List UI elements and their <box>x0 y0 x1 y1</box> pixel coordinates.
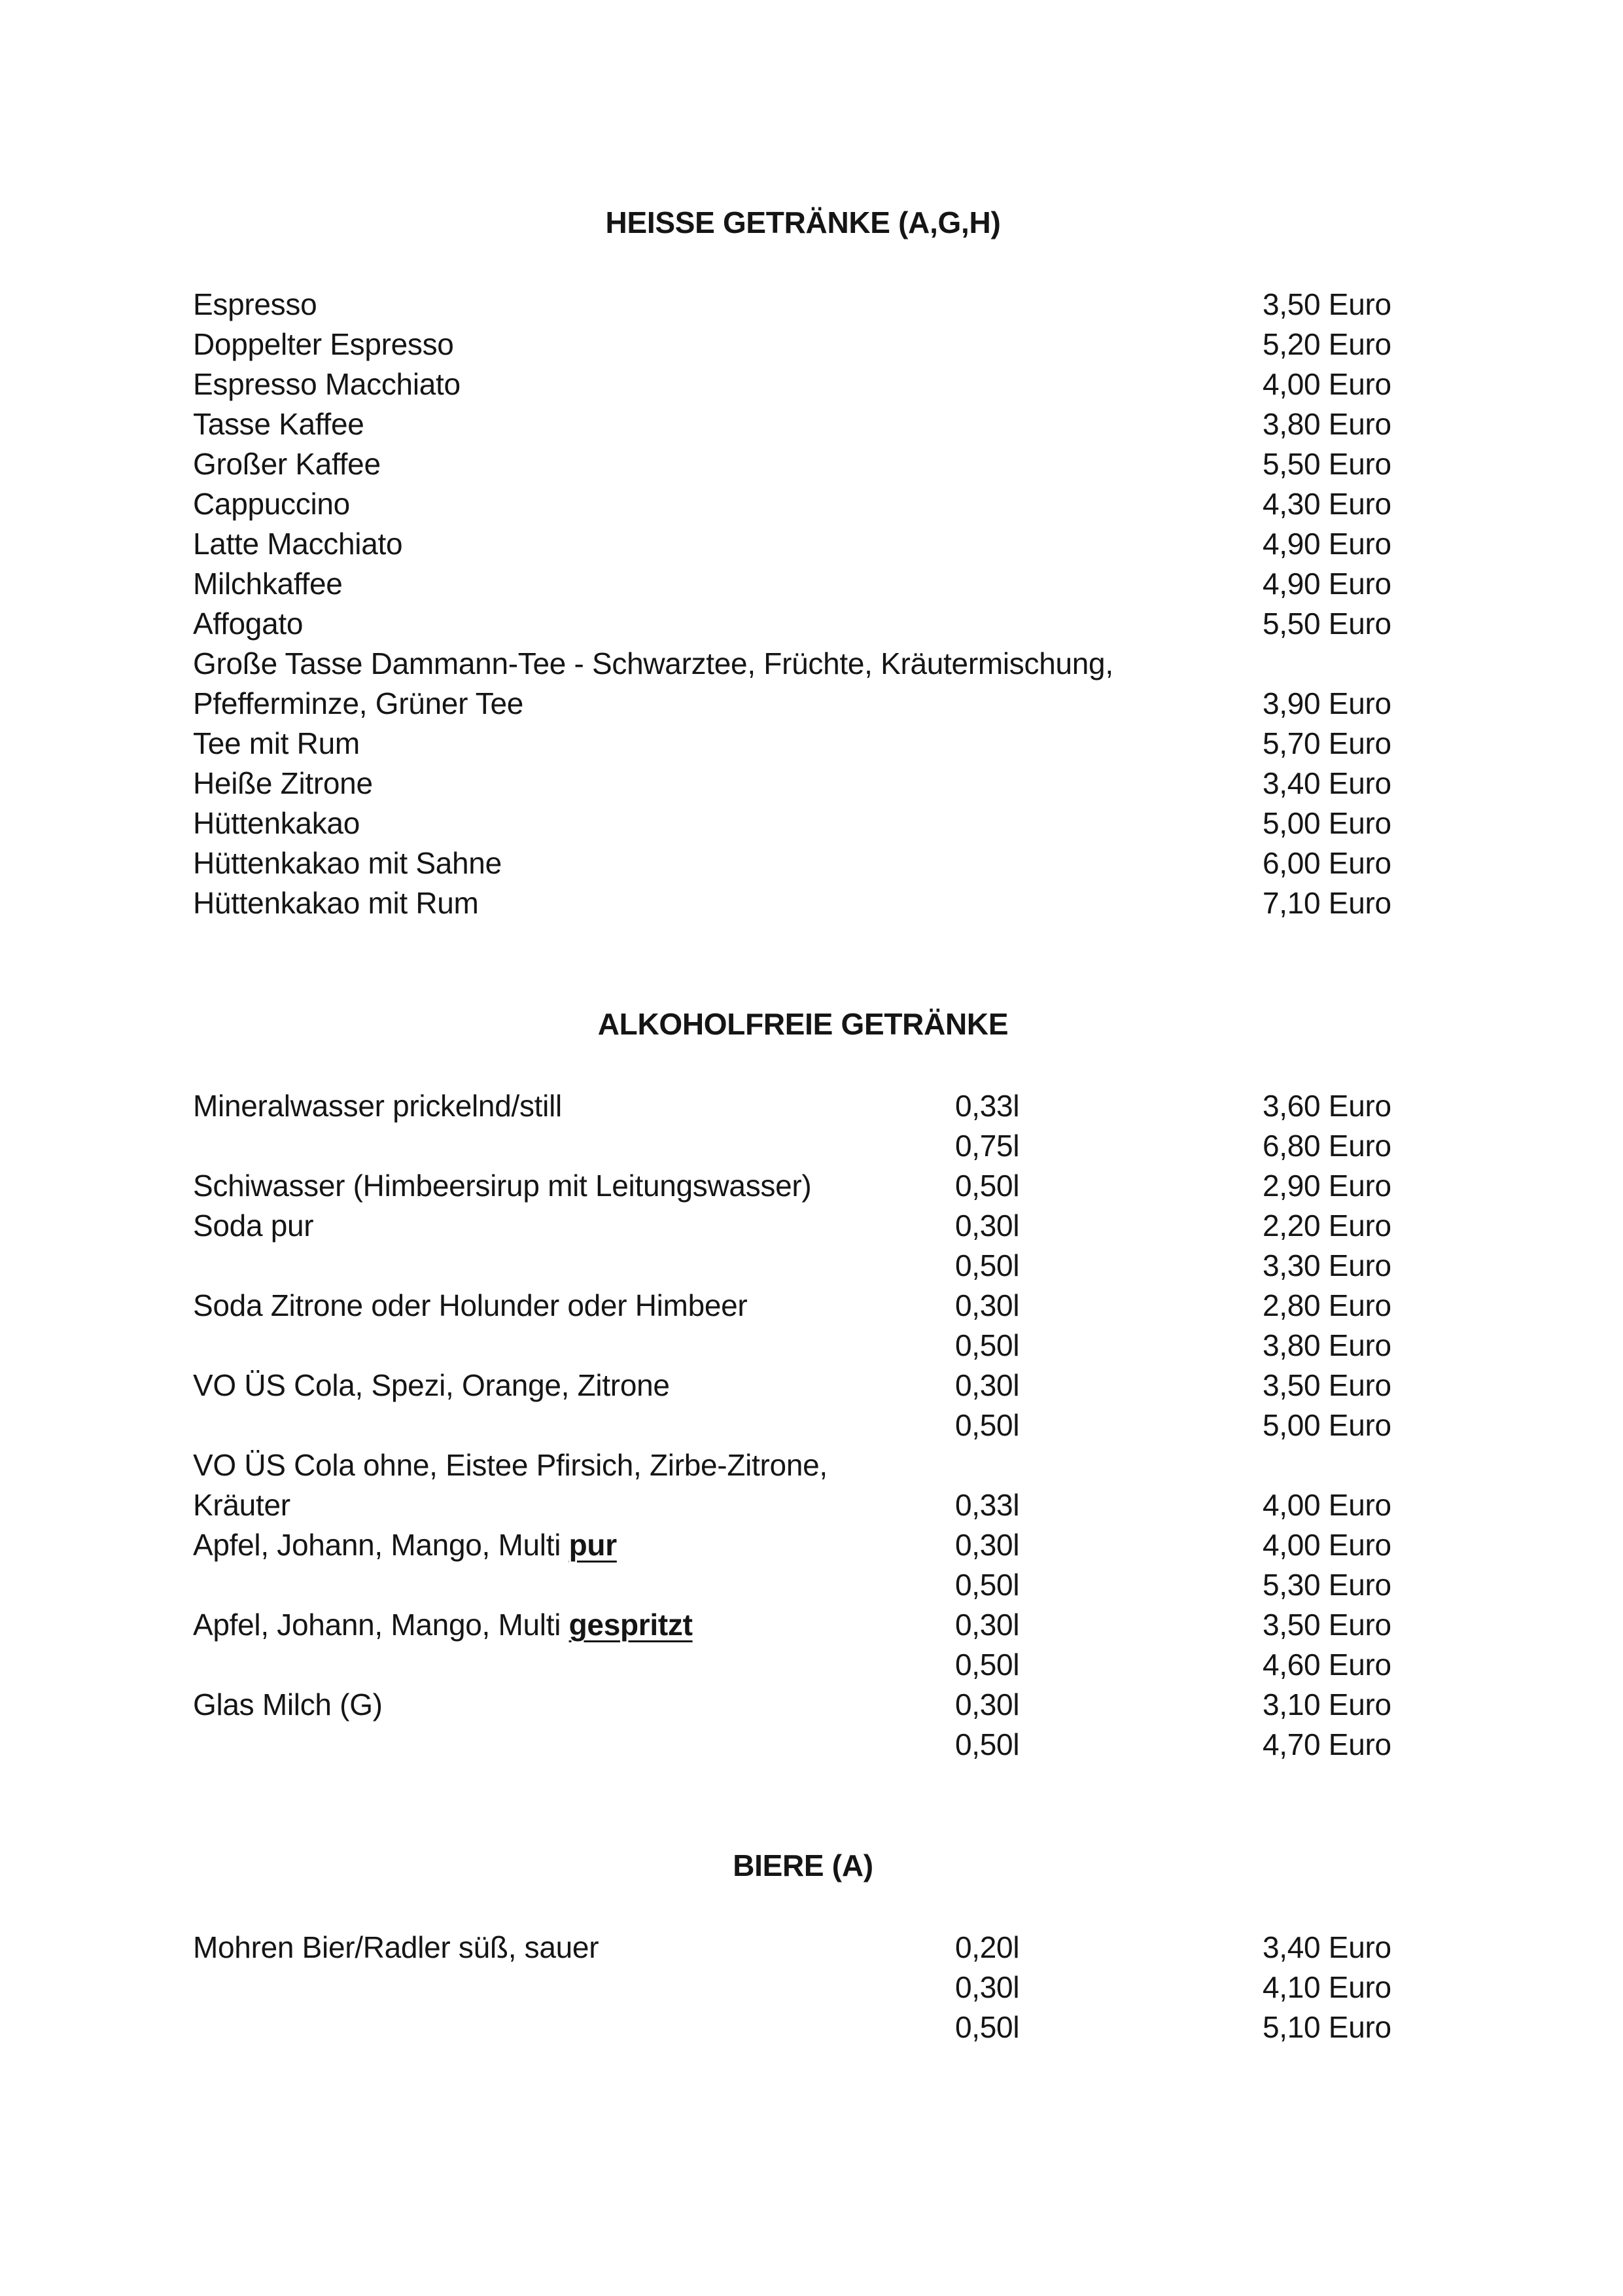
item-name-text: VO ÜS Cola ohne, Eistee Pfirsich, Zirbe-Zitrone, <box>193 1448 828 1482</box>
menu-row <box>193 364 1413 404</box>
item-name-text: Schiwasser (Himbeersirup mit Leitungswasser) <box>193 1169 812 1203</box>
menu-row <box>193 1366 1413 1405</box>
menu-row <box>193 1286 1413 1326</box>
item-name <box>193 1166 955 1206</box>
item-price: 3,60 Euro <box>1263 1089 1391 1123</box>
menu-row <box>193 1166 1413 1206</box>
item-price: 4,90 Euro <box>1263 567 1391 601</box>
menu-row <box>193 1246 1413 1286</box>
item-price: 5,20 Euro <box>1263 327 1391 361</box>
menu-row <box>193 564 1413 604</box>
item-name <box>193 484 955 524</box>
item-name-text: Apfel, Johann, Mango, Multi <box>193 1528 569 1562</box>
item-price: 4,00 Euro <box>1263 367 1391 401</box>
item-name <box>193 1326 955 1366</box>
item-price: 5,30 Euro <box>1263 1568 1391 1602</box>
item-size: 0,50l <box>955 2010 1020 2044</box>
item-name <box>193 2007 955 2047</box>
item-name <box>193 883 955 923</box>
item-size: 0,50l <box>955 1408 1020 1442</box>
item-size: 0,50l <box>955 1727 1020 1761</box>
item-size <box>955 564 1263 604</box>
item-name <box>193 1246 955 1286</box>
menu-row <box>193 1968 1413 2007</box>
item-size: 0,50l <box>955 1248 1020 1282</box>
item-name <box>193 724 955 764</box>
item-price: 3,50 Euro <box>1263 1368 1391 1402</box>
item-price: 3,50 Euro <box>1263 287 1391 321</box>
item-size: 0,30l <box>955 1608 1020 1642</box>
menu-row <box>193 1605 1413 1645</box>
menu-sections <box>193 203 1413 2047</box>
item-name-text: Kräuter <box>193 1488 290 1522</box>
item-size: 0,33l <box>955 1488 1020 1522</box>
menu-row <box>193 1645 1413 1685</box>
item-name-text: Tasse Kaffee <box>193 407 364 441</box>
item-name <box>193 1126 955 1166</box>
menu-row <box>193 285 1413 325</box>
item-price: 3,40 Euro <box>1263 766 1391 800</box>
item-size <box>955 325 1263 364</box>
section-title: BIERE (A) <box>733 1848 873 1882</box>
item-price: 4,00 Euro <box>1263 1488 1391 1522</box>
item-name <box>193 1928 955 1968</box>
item-price: 2,90 Euro <box>1263 1169 1391 1203</box>
item-name <box>193 764 955 804</box>
item-size <box>955 604 1263 644</box>
item-price: 4,10 Euro <box>1263 1970 1391 2004</box>
item-size: 0,30l <box>955 1368 1020 1402</box>
menu-row <box>193 724 1413 764</box>
item-name-text: Latte Macchiato <box>193 527 403 561</box>
item-price: 4,00 Euro <box>1263 1528 1391 1562</box>
menu-row <box>193 524 1413 564</box>
item-name <box>193 1206 955 1246</box>
item-name <box>193 404 955 444</box>
item-price: 6,80 Euro <box>1263 1129 1391 1163</box>
item-price: 3,30 Euro <box>1263 1248 1391 1282</box>
section-title: ALKOHOLFREIE GETRÄNKE <box>597 1007 1009 1041</box>
item-name <box>193 1645 955 1685</box>
item-price: 3,90 Euro <box>1263 686 1391 720</box>
item-name-text: Espresso Macchiato <box>193 367 461 401</box>
item-price: 4,70 Euro <box>1263 1727 1391 1761</box>
item-size <box>955 843 1263 883</box>
item-price: 5,70 Euro <box>1263 726 1391 760</box>
menu-row <box>193 1928 1413 1968</box>
item-name <box>193 1445 955 1485</box>
item-size: 0,30l <box>955 1288 1020 1322</box>
menu-row <box>193 843 1413 883</box>
item-name-text: Cappuccino <box>193 487 350 521</box>
item-price: 4,30 Euro <box>1263 487 1391 521</box>
item-size <box>955 285 1263 325</box>
item-name-emphasis: gespritzt <box>568 1608 693 1642</box>
item-size: 0,30l <box>955 1209 1020 1243</box>
item-price: 4,60 Euro <box>1263 1648 1391 1682</box>
item-size: 0,33l <box>955 1089 1020 1123</box>
item-price <box>1263 1445 1413 1485</box>
item-size <box>1113 644 1421 684</box>
item-price: 3,80 Euro <box>1263 407 1391 441</box>
menu-row <box>193 484 1413 524</box>
section-title: HEISSE GETRÄNKE (A,G,H) <box>605 205 1001 239</box>
item-price: 5,50 Euro <box>1263 607 1391 641</box>
menu-row <box>193 404 1413 444</box>
item-name <box>193 644 1113 684</box>
item-name <box>193 604 955 644</box>
item-size: 0,30l <box>955 1528 1020 1562</box>
item-name-text: Tee mit Rum <box>193 726 360 760</box>
item-price: 3,40 Euro <box>1263 1930 1391 1964</box>
item-name-text: Doppelter Espresso <box>193 327 454 361</box>
menu-row <box>193 764 1413 804</box>
item-name-text: Heiße Zitrone <box>193 766 373 800</box>
item-price: 2,20 Euro <box>1263 1209 1391 1243</box>
menu-row <box>193 1206 1413 1246</box>
menu-section <box>193 1846 1413 2047</box>
item-name-text: Hüttenkakao mit Rum <box>193 886 479 920</box>
item-name <box>193 1086 955 1126</box>
item-size: 0,30l <box>955 1687 1020 1722</box>
item-price: 7,10 Euro <box>1263 886 1391 920</box>
item-size <box>955 364 1263 404</box>
item-size <box>955 724 1263 764</box>
item-name-text: Hüttenkakao <box>193 806 360 840</box>
item-name-text: Glas Milch (G) <box>193 1687 383 1722</box>
item-name <box>193 444 955 484</box>
item-size <box>955 484 1263 524</box>
item-name <box>193 285 955 325</box>
item-price: 4,90 Euro <box>1263 527 1391 561</box>
item-name-text: VO ÜS Cola, Spezi, Orange, Zitrone <box>193 1368 670 1402</box>
item-size: 0,50l <box>955 1568 1020 1602</box>
item-size: 0,50l <box>955 1648 1020 1682</box>
item-name <box>193 1485 955 1525</box>
item-name <box>193 524 955 564</box>
menu-row <box>193 2007 1413 2047</box>
item-size <box>955 1445 1263 1485</box>
item-size: 0,20l <box>955 1930 1020 1964</box>
item-price: 6,00 Euro <box>1263 846 1391 880</box>
menu-row <box>193 684 1413 724</box>
item-size: 0,50l <box>955 1169 1020 1203</box>
item-name <box>193 1405 955 1445</box>
item-name-text: Espresso <box>193 287 317 321</box>
menu-row <box>193 1445 1413 1485</box>
item-name <box>193 804 955 843</box>
item-name <box>193 364 955 404</box>
item-name-text: Mohren Bier/Radler süß, sauer <box>193 1930 599 1964</box>
item-name <box>193 325 955 364</box>
item-name <box>193 1685 955 1725</box>
item-name-text: Soda pur <box>193 1209 314 1243</box>
menu-row <box>193 604 1413 644</box>
menu-row <box>193 804 1413 843</box>
item-name-text: Soda Zitrone oder Holunder oder Himbeer <box>193 1288 748 1322</box>
item-size <box>955 684 1263 724</box>
menu-row <box>193 1485 1413 1525</box>
menu-row <box>193 1725 1413 1765</box>
item-size: 0,50l <box>955 1328 1020 1362</box>
item-price: 3,10 Euro <box>1263 1687 1391 1722</box>
item-size <box>955 764 1263 804</box>
item-name <box>193 1565 955 1605</box>
menu-row <box>193 1685 1413 1725</box>
menu-row <box>193 644 1413 684</box>
item-size <box>955 524 1263 564</box>
item-size: 0,30l <box>955 1970 1020 2004</box>
item-name <box>193 1605 955 1645</box>
item-name-text: Apfel, Johann, Mango, Multi <box>193 1608 569 1642</box>
menu-row <box>193 325 1413 364</box>
menu-row <box>193 1126 1413 1166</box>
item-name-text: Milchkaffee <box>193 567 343 601</box>
item-name-emphasis: pur <box>568 1528 617 1562</box>
item-price: 5,50 Euro <box>1263 447 1391 481</box>
item-size <box>955 404 1263 444</box>
menu-row <box>193 1086 1413 1126</box>
menu-row <box>193 1565 1413 1605</box>
item-name-text: Pfefferminze, Grüner Tee <box>193 686 524 720</box>
item-name <box>193 1366 955 1405</box>
item-name-text: Große Tasse Dammann-Tee - Schwarztee, Früchte, Kräutermischung, <box>193 646 1113 680</box>
menu-row <box>193 1326 1413 1366</box>
item-name-text: Affogato <box>193 607 304 641</box>
menu-row <box>193 883 1413 923</box>
item-name <box>193 1725 955 1765</box>
item-size <box>955 804 1263 843</box>
item-price: 3,50 Euro <box>1263 1608 1391 1642</box>
item-size <box>955 444 1263 484</box>
item-name <box>193 1968 955 2007</box>
item-size <box>955 883 1263 923</box>
item-price: 5,00 Euro <box>1263 806 1391 840</box>
item-name <box>193 564 955 604</box>
menu-row <box>193 444 1413 484</box>
item-price: 5,10 Euro <box>1263 2010 1391 2044</box>
item-name <box>193 843 955 883</box>
item-name-text: Hüttenkakao mit Sahne <box>193 846 502 880</box>
item-name <box>193 1286 955 1326</box>
item-name-text: Mineralwasser prickelnd/still <box>193 1089 562 1123</box>
item-price: 3,80 Euro <box>1263 1328 1391 1362</box>
item-price: 5,00 Euro <box>1263 1408 1391 1442</box>
menu-row <box>193 1405 1413 1445</box>
item-name <box>193 1525 955 1565</box>
item-name-text: Großer Kaffee <box>193 447 381 481</box>
item-price: 2,80 Euro <box>1263 1288 1391 1322</box>
menu-section <box>193 1004 1413 1765</box>
item-name <box>193 684 955 724</box>
menu-row <box>193 1525 1413 1565</box>
item-size: 0,75l <box>955 1129 1020 1163</box>
menu-section <box>193 203 1413 923</box>
